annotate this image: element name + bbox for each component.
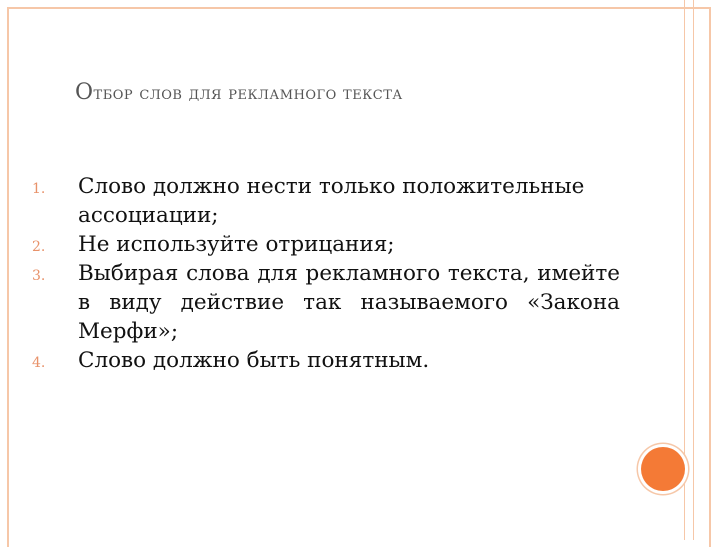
slide-frame-line-2 bbox=[693, 0, 694, 540]
bullet-list bbox=[30, 172, 620, 375]
slide-title bbox=[75, 80, 655, 105]
list-item bbox=[30, 230, 620, 259]
list-item bbox=[30, 346, 620, 375]
list-item-number: 2. bbox=[32, 239, 46, 255]
slide-frame-line bbox=[684, 0, 685, 540]
list-item-number: 1. bbox=[32, 181, 46, 197]
list-item-text: Слово должно нести только положительные ассоциации; bbox=[78, 174, 585, 228]
list-item-text: Не используйте отрицания; bbox=[78, 232, 395, 257]
list-item bbox=[30, 259, 620, 346]
list-item bbox=[30, 172, 620, 230]
list-item-number: 4. bbox=[32, 355, 46, 371]
slide-title-first-letter: О bbox=[75, 80, 94, 105]
decorative-circle bbox=[641, 447, 685, 491]
list-item-text: Слово должно быть понятным. bbox=[78, 348, 430, 373]
slide-title-rest: тбор слов для рекламного текста bbox=[93, 83, 403, 104]
list-item-text: Выбирая слова для рекламного текста, имейте в виду действие так называемого «Закона Мерфи»; bbox=[78, 261, 620, 344]
list-item-number: 3. bbox=[32, 268, 46, 284]
